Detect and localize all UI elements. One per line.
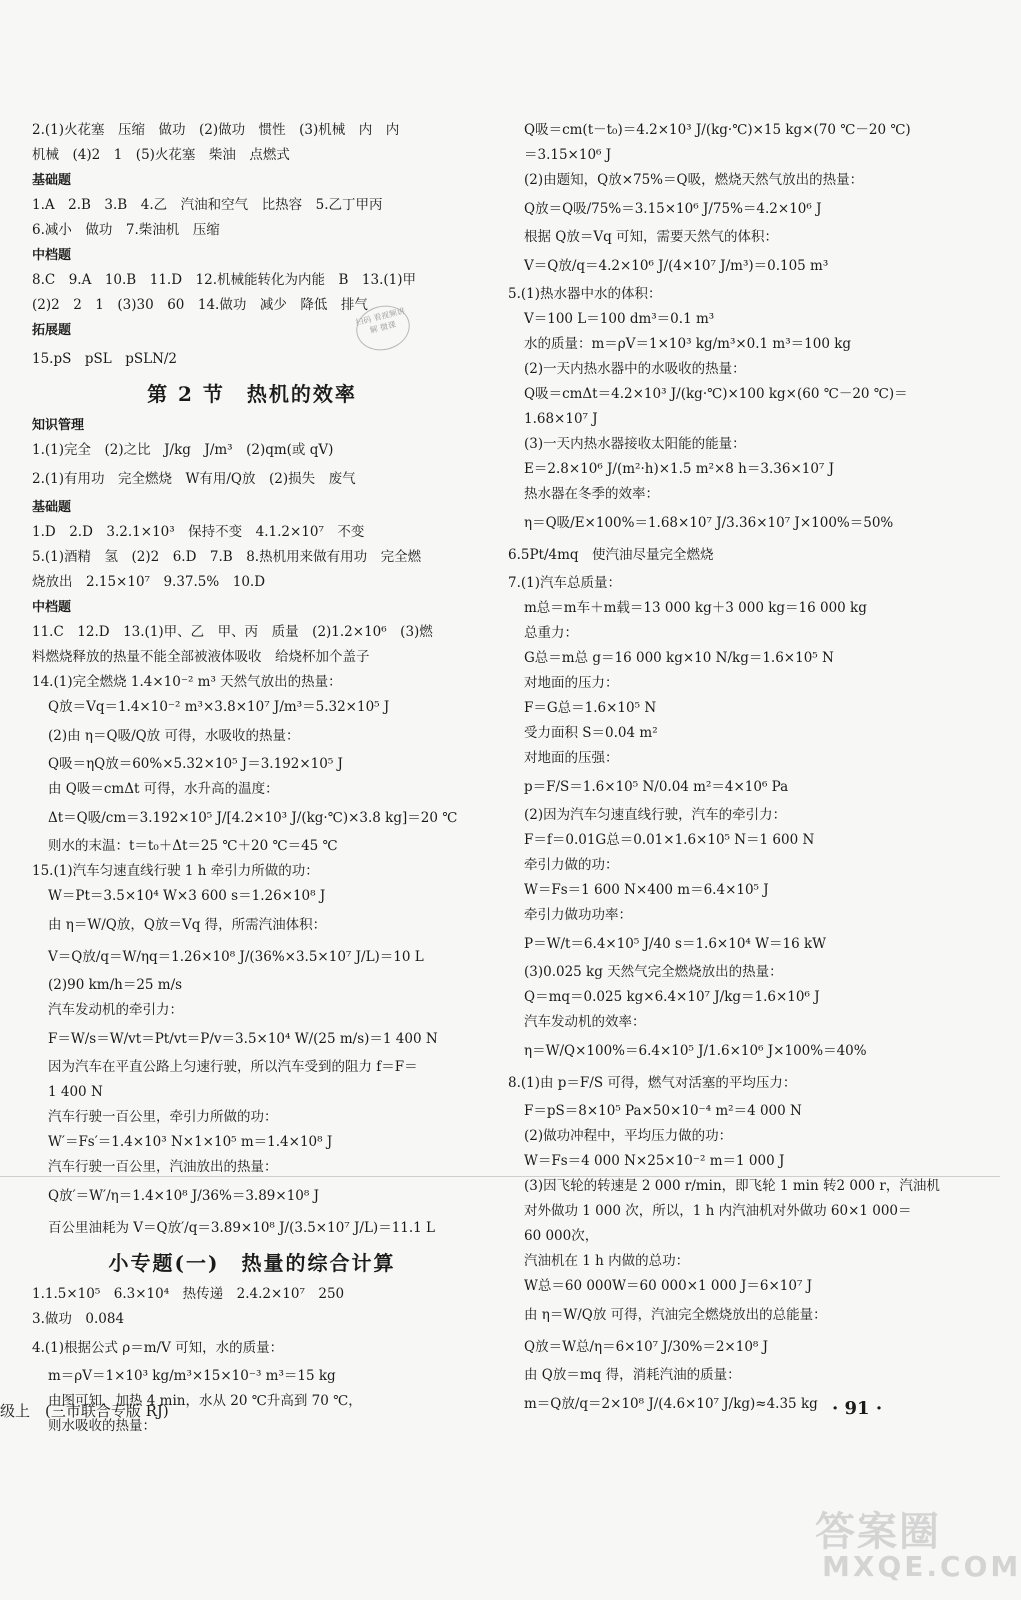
- left-column-line: 机械 (4)2 1 (5)火花塞 柴油 点燃式: [32, 147, 290, 163]
- footer-book-info: 级上 (三市联合专版 RJ): [0, 1402, 169, 1420]
- left-column-line: Q吸＝ηQ放＝60%×5.32×10⁵ J＝3.192×10⁵ J: [48, 756, 343, 772]
- left-column-line: F＝W/s＝W/vt＝Pt/vt＝P/v＝3.5×10⁴ W/(25 m/s)＝1 400 N: [48, 1031, 438, 1047]
- right-column-line: 1.68×10⁷ J: [524, 411, 598, 427]
- right-column-line: V＝100 L＝100 dm³＝0.1 m³: [524, 311, 715, 327]
- right-column-line: ＝3.15×10⁶ J: [524, 147, 612, 163]
- right-column-line: 由 η＝W/Q放 可得，汽油完全燃烧放出的总能量：: [524, 1307, 827, 1323]
- left-column-line: W′＝Fs′＝1.4×10³ N×1×10⁵ m＝1.4×10⁸ J: [48, 1134, 333, 1150]
- page-number: · 91 ·: [832, 1398, 883, 1419]
- left-column-line: 6.减小 做功 7.柴油机 压缩: [32, 222, 220, 238]
- left-column-line: 中档题: [32, 600, 72, 615]
- right-column-line: (3)一天内热水器接收太阳能的能量：: [524, 436, 746, 452]
- right-column-line: η＝W/Q×100%＝6.4×10⁵ J/1.6×10⁶ J×100%＝40%: [524, 1043, 867, 1059]
- right-column-line: (2)由题知，Q放×75%＝Q吸，燃烧天然气放出的热量：: [524, 172, 864, 188]
- left-column-line: 中档题: [32, 248, 72, 263]
- left-column-line: Q放＝Vq＝1.4×10⁻² m³×3.8×10⁷ J/m³＝5.32×10⁵ J: [48, 699, 390, 715]
- right-column-line: 牵引力做功功率：: [524, 907, 632, 923]
- left-column-line: 汽车行驶一百公里，牵引力所做的功：: [48, 1109, 278, 1125]
- left-column-line: Δt＝Q吸/cm＝3.192×10⁵ J/[4.2×10³ J/(kg·℃)×3.8 kg]＝20 ℃: [48, 810, 458, 826]
- right-column-line: 5.(1)热水器中水的体积：: [508, 286, 662, 302]
- right-column-line: F＝pS＝8×10⁵ Pa×50×10⁻⁴ m²＝4 000 N: [524, 1103, 802, 1119]
- right-column-line: F＝G总＝1.6×10⁵ N: [524, 700, 657, 716]
- right-column-line: G总＝m总 g＝16 000 kg×10 N/kg＝1.6×10⁵ N: [524, 650, 834, 666]
- left-column-line: 则水吸收的热量：: [48, 1418, 156, 1434]
- left-column-line: 15.pS pSL pSLN/2: [32, 351, 178, 367]
- left-column-line: 1.(1)完全 (2)之比 J/kg J/m³ (2)qm(或 qV): [32, 442, 334, 458]
- left-column-line: 汽车行驶一百公里，汽油放出的热量：: [48, 1159, 278, 1175]
- left-column-line: 1.D 2.D 3.2.1×10³ 保持不变 4.1.2×10⁷ 不变: [32, 524, 365, 540]
- left-column-line: 5.(1)酒精 氢 (2)2 6.D 7.B 8.热机用来做有用功 完全燃: [32, 549, 422, 565]
- qr-stamp: 扫码 看视频讲解 微课: [351, 300, 414, 356]
- right-column-line: 热水器在冬季的效率：: [524, 486, 659, 502]
- right-column-line: 总重力：: [524, 625, 578, 641]
- left-column-line: 第 2 节 热机的效率: [147, 382, 357, 406]
- left-column-line: 汽车发动机的牵引力：: [48, 1002, 183, 1018]
- left-column-line: 由 Q吸＝cmΔt 可得，水升高的温度：: [48, 781, 279, 797]
- right-column-line: 汽油机在 1 h 内做的总功：: [524, 1253, 690, 1269]
- left-column-line: (2)90 km/h＝25 m/s: [48, 977, 183, 993]
- left-column-line: (2)2 2 1 (3)30 60 14.做功 减少 降低 排气: [32, 297, 368, 313]
- right-column-line: Q吸＝cmΔt＝4.2×10³ J/(kg·℃)×100 kg×(60 ℃－20 ℃)＝: [524, 386, 908, 402]
- left-column-line: 则水的末温：t＝t₀＋Δt＝25 ℃＋20 ℃＝45 ℃: [48, 838, 338, 854]
- left-column-line: 料燃烧释放的热量不能全部被液体吸收 给烧杯加个盖子: [32, 649, 370, 665]
- right-column-line: Q放＝W总/η＝6×10⁷ J/30%＝2×10⁸ J: [524, 1339, 769, 1355]
- right-column-line: 由 Q放＝mq 得，消耗汽油的质量：: [524, 1367, 741, 1383]
- left-column-line: (2)由 η＝Q吸/Q放 可得，水吸收的热量：: [48, 728, 300, 744]
- right-column-line: 对外做功 1 000 次，所以，1 h 内汽油机对外做功 60×1 000＝: [524, 1203, 912, 1219]
- left-column-line: 2.(1)有用功 完全燃烧 W有用/Q放 (2)损失 废气: [32, 471, 356, 487]
- left-column-line: 2.(1)火花塞 压缩 做功 (2)做功 惯性 (3)机械 内 内: [32, 122, 400, 138]
- left-column-line: 小专题(一) 热量的综合计算: [108, 1251, 396, 1275]
- left-column-line: 14.(1)完全燃烧 1.4×10⁻² m³ 天然气放出的热量：: [32, 674, 342, 690]
- left-column-line: 1.1.5×10⁵ 6.3×10⁴ 热传递 2.4.2×10⁷ 250: [32, 1286, 345, 1302]
- right-column-line: Q放＝Q吸/75%＝3.15×10⁶ J/75%＝4.2×10⁶ J: [524, 201, 822, 217]
- left-column-line: 8.C 9.A 10.B 11.D 12.机械能转化为内能 B 13.(1)甲: [32, 272, 417, 288]
- left-column-line: 基础题: [32, 500, 72, 515]
- right-column-line: m总＝m车＋m载＝13 000 kg＋3 000 kg＝16 000 kg: [524, 600, 867, 616]
- left-column-line: 11.C 12.D 13.(1)甲、乙 甲、丙 质量 (2)1.2×10⁶ (3)燃: [32, 624, 433, 640]
- right-column-line: (3)因飞轮的转速是 2 000 r/min，即飞轮 1 min 转2 000 r，汽油机: [524, 1178, 940, 1194]
- right-column-line: 对地面的压强：: [524, 750, 619, 766]
- right-column-line: W＝Fs＝1 600 N×400 m＝6.4×10⁵ J: [524, 882, 769, 898]
- left-column-line: 因为汽车在平直公路上匀速行驶，所以汽车受到的阻力 f＝F＝: [48, 1059, 418, 1075]
- right-column-line: (3)0.025 kg 天然气完全燃烧放出的热量：: [524, 964, 783, 980]
- left-column-line: 由 η＝W/Q放，Q放＝Vq 得，所需汽油体积：: [48, 917, 327, 933]
- left-column-line: 烧放出 2.15×10⁷ 9.37.5% 10.D: [32, 574, 266, 590]
- right-column-line: F＝f＝0.01G总＝0.01×1.6×10⁵ N＝1 600 N: [524, 832, 815, 848]
- right-column-line: (2)做功冲程中，平均压力做的功：: [524, 1128, 733, 1144]
- left-column-line: 基础题: [32, 173, 72, 188]
- right-column: [508, 118, 968, 1420]
- left-column-line: 拓展题: [32, 323, 72, 338]
- left-column-line: 百公里油耗为 V＝Q放′/q＝3.89×10⁸ J/(3.5×10⁷ J/L)＝11.1 L: [48, 1220, 436, 1236]
- right-column-line: 汽车发动机的效率：: [524, 1014, 646, 1030]
- left-column-line: 由图可知，加热 4 min，水从 20 ℃升高到 70 ℃，: [48, 1393, 362, 1409]
- right-column-line: Q吸＝cm(t－t₀)＝4.2×10³ J/(kg·℃)×15 kg×(70 ℃－20 ℃): [524, 122, 911, 138]
- page-divider: [0, 1176, 1000, 1177]
- right-column-line: P＝W/t＝6.4×10⁵ J/40 s＝1.6×10⁴ W＝16 kW: [524, 936, 827, 952]
- right-column-line: V＝Q放/q＝4.2×10⁶ J/(4×10⁷ J/m³)＝0.105 m³: [524, 258, 829, 274]
- right-column-line: W＝Fs＝4 000 N×25×10⁻² m＝1 000 J: [524, 1153, 785, 1169]
- right-column-line: E＝2.8×10⁶ J/(m²·h)×1.5 m²×8 h＝3.36×10⁷ J: [524, 461, 835, 477]
- left-column-line: W＝Pt＝3.5×10⁴ W×3 600 s＝1.26×10⁸ J: [48, 888, 326, 904]
- left-column-line: Q放′＝W′/η＝1.4×10⁸ J/36%＝3.89×10⁸ J: [48, 1188, 320, 1204]
- left-column-line: 15.(1)汽车匀速直线行驶 1 h 牵引力所做的功：: [32, 863, 319, 879]
- right-column-line: η＝Q吸/E×100%＝1.68×10⁷ J/3.36×10⁷ J×100%＝50%: [524, 515, 894, 531]
- right-column-line: 60 000次，: [524, 1228, 599, 1244]
- right-column-line: 根据 Q放＝Vq 可知，需要天然气的体积：: [524, 229, 779, 245]
- left-column-line: V＝Q放/q＝W/ηq＝1.26×10⁸ J/(36%×3.5×10⁷ J/L)＝10 L: [48, 949, 424, 965]
- right-column-line: m＝Q放/q＝2×10⁸ J/(4.6×10⁷ J/kg)≈4.35 kg: [524, 1396, 818, 1412]
- right-column-line: 6.5Pt/4mq 使汽油尽量完全燃烧: [508, 547, 714, 563]
- watermark-logo: 答案圈: [815, 1509, 941, 1555]
- right-column-line: 水的质量：m＝ρV＝1×10³ kg/m³×0.1 m³＝100 kg: [524, 336, 852, 352]
- watermark-url: MXQE.COM: [822, 1550, 1021, 1583]
- right-column-line: 8.(1)由 p＝F/S 可得，燃气对活塞的平均压力：: [508, 1075, 797, 1091]
- right-column-line: 牵引力做的功：: [524, 857, 619, 873]
- left-column-line: m＝ρV＝1×10³ kg/m³×15×10⁻³ m³＝15 kg: [48, 1368, 336, 1384]
- right-column-line: (2)一天内热水器中的水吸收的热量：: [524, 361, 746, 377]
- left-column-line: 3.做功 0.084: [32, 1311, 125, 1327]
- right-column-line: 对地面的压力：: [524, 675, 619, 691]
- left-column-line: 知识管理: [32, 418, 85, 433]
- left-column-line: 4.(1)根据公式 ρ＝m/V 可知，水的质量：: [32, 1340, 284, 1356]
- right-column-line: Q＝mq＝0.025 kg×6.4×10⁷ J/kg＝1.6×10⁶ J: [524, 989, 820, 1005]
- left-column-line: 1.A 2.B 3.B 4.乙 汽油和空气 比热容 5.乙丁甲丙: [32, 197, 383, 213]
- left-column-line: 1 400 N: [48, 1084, 103, 1100]
- right-column-line: (2)因为汽车匀速直线行驶，汽车的牵引力：: [524, 807, 787, 823]
- right-column-line: 受力面积 S＝0.04 m²: [524, 725, 658, 741]
- right-column-line: W总＝60 000W＝60 000×1 000 J＝6×10⁷ J: [524, 1278, 813, 1294]
- right-column-line: p＝F/S＝1.6×10⁵ N/0.04 m²＝4×10⁶ Pa: [524, 779, 789, 795]
- right-column-line: 7.(1)汽车总质量：: [508, 575, 622, 591]
